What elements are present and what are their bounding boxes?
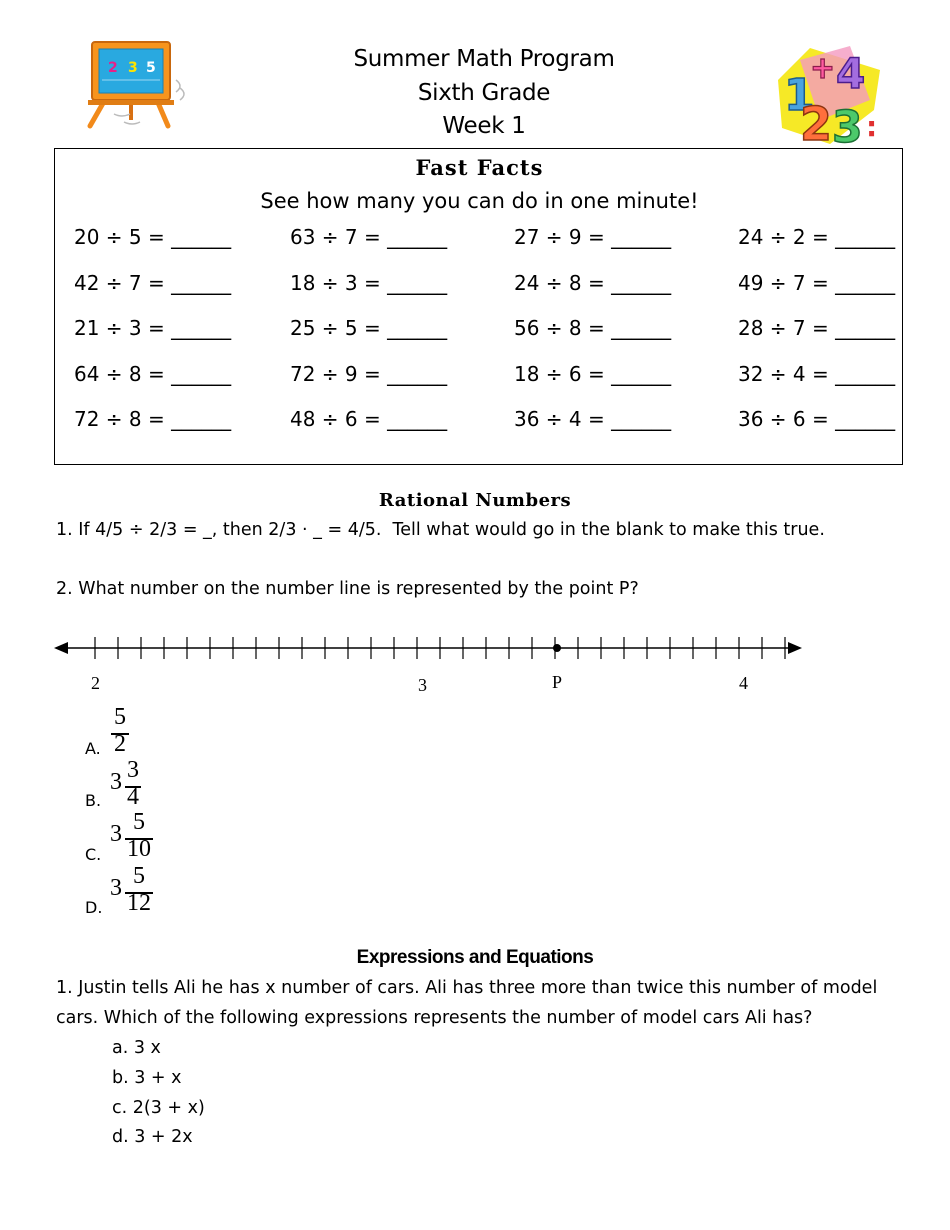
fact-item: 64 ÷ 8 = ______ (74, 362, 232, 386)
fact-item: 36 ÷ 6 = ______ (738, 407, 896, 431)
fact-item: 48 ÷ 6 = ______ (290, 407, 448, 431)
title-grade: Sixth Grade (417, 80, 551, 106)
choice-letter: B. (85, 791, 102, 810)
fraction-denominator: 12 (127, 890, 151, 916)
expression-option-b: b. 3 + x (112, 1068, 182, 1088)
number-line-label-4: 4 (739, 673, 748, 693)
point-p-dot (553, 644, 561, 652)
fact-item: 49 ÷ 7 = ______ (738, 271, 896, 295)
rational-question-2: 2. What number on the number line is represented by the point P? (56, 579, 639, 599)
choice-d-fraction (110, 863, 160, 919)
fact-item: 56 ÷ 8 = ______ (514, 316, 672, 340)
fact-item: 63 ÷ 7 = ______ (290, 225, 448, 249)
number-line (52, 628, 812, 668)
easel-digit: 5 (146, 60, 156, 76)
fraction-whole: 3 (110, 821, 122, 847)
fact-item: 18 ÷ 6 = ______ (514, 362, 672, 386)
expression-option-d: d. 3 + 2x (112, 1127, 193, 1147)
fact-item: 36 ÷ 4 = ______ (514, 407, 672, 431)
easel-digit: 2 (108, 60, 118, 76)
logo-digit: 1 (784, 70, 815, 121)
number-line-label-3: 3 (418, 675, 427, 695)
logo-digit: 4 (836, 49, 866, 98)
choice-letter: A. (85, 739, 101, 758)
fact-item: 28 ÷ 7 = ______ (738, 316, 896, 340)
fact-item: 72 ÷ 8 = ______ (74, 407, 232, 431)
number-line-label-2: 2 (91, 673, 100, 693)
fast-facts-subheading: See how many you can do in one minute! (260, 189, 699, 213)
fraction-numerator: 5 (114, 704, 126, 730)
fact-item: 24 ÷ 2 = ______ (738, 225, 896, 249)
fast-facts-heading: Fast Facts (415, 155, 544, 180)
choice-letter: C. (85, 845, 102, 864)
expression-option-a: a. 3 x (112, 1038, 161, 1058)
fact-item: 18 ÷ 3 = ______ (290, 271, 448, 295)
fraction-denominator: 2 (114, 731, 126, 757)
rational-numbers-heading: Rational Numbers (378, 490, 572, 511)
choice-c-fraction (110, 809, 160, 865)
number-line-right-arrow (788, 642, 802, 654)
fraction-numerator: 3 (127, 757, 139, 783)
choice-b-fraction (110, 757, 150, 813)
expressions-question-1-line-2: cars. Which of the following expressions represents the number of model cars Ali has? (56, 1008, 813, 1028)
title-program: Summer Math Program (353, 46, 615, 72)
fraction-whole: 3 (110, 769, 122, 795)
logo-digit: 2 (800, 97, 833, 148)
fact-item: 27 ÷ 9 = ______ (514, 225, 672, 249)
fact-item: 25 ÷ 5 = ______ (290, 316, 448, 340)
fraction-denominator: 10 (127, 836, 151, 862)
title-week: Week 1 (442, 113, 526, 139)
fact-item: 32 ÷ 4 = ______ (738, 362, 896, 386)
rational-question-1: 1. If 4/5 ÷ 2/3 = _, then 2/3 · _ = 4/5. Tell what would go in the blank to make this true. (56, 520, 825, 540)
fraction-numerator: 5 (133, 863, 145, 889)
expressions-question-1-line-1: 1. Justin tells Ali he has x number of cars. Ali has three more than twice this number of model (56, 978, 878, 998)
fact-item: 20 ÷ 5 = ______ (74, 225, 232, 249)
expression-option-c: c. 2(3 + x) (112, 1098, 205, 1118)
choice-a-fraction (110, 704, 134, 760)
fact-item: 42 ÷ 7 = ______ (74, 271, 232, 295)
fact-item: 21 ÷ 3 = ______ (74, 316, 232, 340)
fraction-numerator: 5 (133, 809, 145, 835)
logo-digit: + (810, 51, 836, 86)
fast-facts-box (54, 148, 903, 465)
numbers-logo-clipart (770, 40, 890, 148)
expressions-heading: Expressions and Equations (356, 947, 594, 968)
easel-digit: 3 (128, 60, 138, 76)
fraction-whole: 3 (110, 875, 122, 901)
logo-digit: : (866, 110, 878, 143)
logo-digit: 3 (832, 102, 863, 148)
number-line-label-p: P (552, 672, 563, 692)
choice-letter: D. (85, 898, 103, 917)
fraction-denominator: 4 (127, 784, 139, 810)
number-line-left-arrow (54, 642, 68, 654)
fact-item: 24 ÷ 8 = ______ (514, 271, 672, 295)
fact-item: 72 ÷ 9 = ______ (290, 362, 448, 386)
